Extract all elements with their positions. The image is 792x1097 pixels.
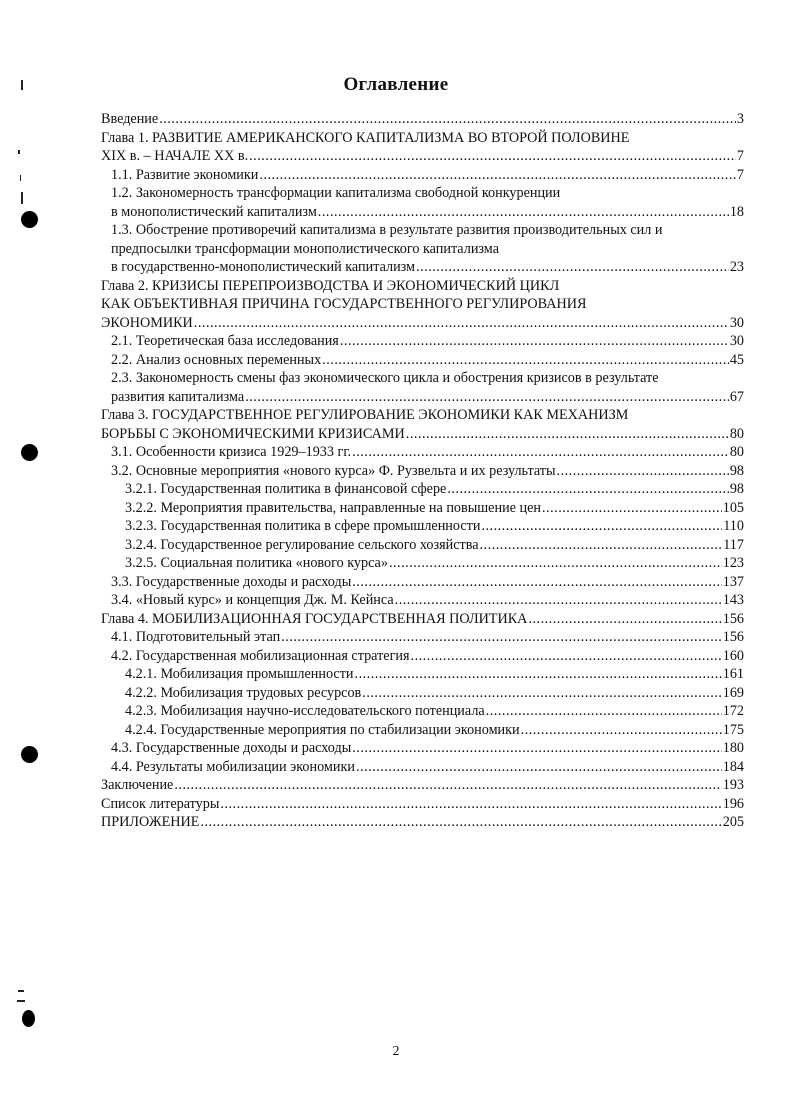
dot-leader [521,721,722,740]
toc-entry-label: 3.3. Государственные доходы и расходы [111,573,352,590]
scan-speck [20,175,21,181]
toc-entry-page-number: 193 [722,777,744,793]
toc-entry-label: 3.2.4. Государственное регулирование сельского хозяйства [125,536,479,553]
toc-entry-row [101,776,744,795]
toc-entry-row [101,610,744,629]
page-number: 2 [392,1044,400,1059]
toc-entry[interactable] [101,795,744,814]
toc-entry-page-number: 143 [722,592,744,608]
toc-entry[interactable] [101,221,744,277]
toc-entry[interactable] [101,351,744,370]
toc-entry[interactable] [101,480,744,499]
toc-entry-label: 2.1. Теоретическая база исследования [111,333,339,349]
toc-entry[interactable] [101,813,744,832]
toc-entry-label: Введение [101,111,159,127]
toc-entry-label: 3.2.3. Государственная политика в сфере промышленности [125,518,481,534]
toc-entry-row [101,813,744,832]
dot-leader [352,443,729,462]
toc-entry-row [125,554,744,573]
toc-entry-page-number: 105 [722,499,744,516]
toc-entry-label: Список литературы [101,795,220,812]
toc-entry-page-number: 137 [722,573,744,590]
dot-leader [528,610,721,629]
toc-entry-page-number: 156 [722,629,744,645]
toc-entry-label: ПРИЛОЖЕНИЕ [101,814,200,830]
dot-leader [220,795,721,814]
toc-entry[interactable] [101,684,744,703]
toc-entry-label: Заключение [101,777,174,793]
toc-entry-page-number: 30 [729,333,744,349]
toc-entry-heading-line: 1.2. Закономерность трансформации капитализма свободной конкуренции [111,185,561,201]
toc-entry[interactable] [101,499,744,518]
toc-entry-row [101,147,744,166]
toc-entry-page-number: 196 [722,795,744,812]
toc-entry[interactable] [101,702,744,721]
toc-entry[interactable] [101,110,744,129]
toc-entry[interactable] [101,369,744,406]
toc-entry-label: БОРЬБЫ С ЭКОНОМИЧЕСКИМИ КРИЗИСАМИ [101,425,405,442]
toc-entry-row [125,536,744,555]
toc-entry-label: 3.4. «Новый курс» и концепция Дж. М. Кейнса [111,592,394,608]
toc-entry[interactable] [101,462,744,481]
toc-entry-row [101,795,744,814]
toc-entry-row [111,573,744,592]
page-title: Оглавление [343,74,449,95]
toc-entry-page-number: 98 [729,481,744,497]
scan-speck [17,1000,25,1002]
toc-entry[interactable] [101,591,744,610]
toc-entry-label: 4.2.2. Мобилизация трудовых ресурсов [125,684,362,701]
scan-speck [18,150,20,154]
scan-speck [21,192,23,204]
toc-entry-row [111,462,744,481]
toc-entry-row [111,388,744,407]
toc-entry-page-number: 45 [729,351,744,368]
toc-entry-row [101,425,744,444]
toc-entry-label: 3.2. Основные мероприятия «нового курса» Ф. Рузвельта и их результаты [111,462,556,479]
toc-entry-page-number: 67 [729,388,744,405]
dot-leader [245,388,729,407]
toc-entry-page-number: 80 [729,425,744,442]
toc-entry-label: 3.2.2. Мероприятия правительства, направленные на повышение цен [125,499,541,516]
dot-leader [557,462,729,481]
toc-entry-label: 3.1. Особенности кризиса 1929–1933 гг. [111,444,352,460]
dot-leader [406,425,729,444]
toc-entry[interactable] [101,443,744,462]
toc-entry-row [111,332,744,351]
toc-entry[interactable] [101,129,744,166]
toc-entry-page-number: 18 [729,203,744,220]
toc-entry-label: XIX в. – НАЧАЛЕ XX в. [101,148,249,164]
toc-entry-label: ЭКОНОМИКИ [101,314,193,331]
toc-entry-page-number: 180 [722,740,744,756]
dot-leader [356,758,722,777]
dot-leader [340,332,729,351]
toc-entry[interactable] [101,406,744,443]
toc-entry-row [125,480,744,499]
toc-entry-label: 4.2.1. Мобилизация промышленности [125,666,354,682]
toc-entry-page-number: 110 [723,518,744,534]
toc-entry-page-number: 3 [736,111,744,127]
toc-entry-row [111,628,744,647]
toc-entry-label: 4.2. Государственная мобилизационная стратегия [111,647,410,664]
toc-entry-heading-line: Глава 1. РАЗВИТИЕ АМЕРИКАНСКОГО КАПИТАЛИЗМА ВО ВТОРОЙ ПОЛОВИНЕ [101,129,630,146]
toc-entry-row [111,591,744,610]
toc-entry-label: развития капитализма [111,388,245,405]
dot-leader [395,591,722,610]
toc-entry-page-number: 30 [729,314,744,331]
dot-leader [542,499,722,518]
scan-speck [18,990,24,992]
toc-entry-row [125,721,744,740]
toc-entry-heading-line: предпосылки трансформации монополистического капитализма [111,240,499,257]
toc-entry[interactable] [101,739,744,758]
toc-entry-row [101,110,744,129]
toc-entry-heading-line: Глава 3. ГОСУДАРСТВЕННОЕ РЕГУЛИРОВАНИЕ ЭКОНОМИКИ КАК МЕХАНИЗМ [101,407,629,423]
toc-entry-row [111,351,744,370]
toc-entry-page-number: 169 [722,684,744,701]
toc-entry-label: 3.2.1. Государственная политика в финансовой сфере [125,481,447,497]
dot-leader [249,147,736,166]
table-of-contents [101,110,744,832]
dot-leader [352,739,721,758]
toc-entry-page-number: 175 [722,721,744,738]
binder-hole [21,746,38,763]
toc-entry[interactable] [101,166,744,185]
dot-leader [362,684,721,703]
toc-entry-row [125,702,744,721]
dot-leader [416,258,729,277]
toc-entry-row [101,314,744,333]
toc-entry-row [125,665,744,684]
toc-entry-heading-line: Глава 2. КРИЗИСЫ ПЕРЕПРОИЗВОДСТВА И ЭКОНОМИЧЕСКИЙ ЦИКЛ [101,277,560,294]
toc-entry[interactable] [101,721,744,740]
toc-entry[interactable] [101,776,744,795]
toc-entry-label: 4.3. Государственные доходы и расходы [111,740,352,756]
toc-entry-label: Глава 4. МОБИЛИЗАЦИОННАЯ ГОСУДАРСТВЕННАЯ ПОЛИТИКА [101,610,528,627]
toc-entry-page-number: 23 [729,259,744,275]
toc-entry-label: 4.1. Подготовительный этап [111,629,281,645]
toc-entry-page-number: 117 [723,536,744,553]
toc-entry-row [111,258,744,277]
toc-entry[interactable] [101,277,744,333]
toc-entry-row [111,758,744,777]
toc-entry-page-number: 205 [722,814,744,830]
toc-entry[interactable] [101,184,744,221]
toc-entry-page-number: 80 [729,444,744,460]
toc-entry-heading-line: КАК ОБЪЕКТИВНАЯ ПРИЧИНА ГОСУДАРСТВЕННОГО РЕГУЛИРОВАНИЯ [101,296,587,312]
binder-hole [21,444,38,461]
toc-entry[interactable] [101,332,744,351]
toc-entry[interactable] [101,536,744,555]
toc-entry-label: в государственно-монополистический капитализм [111,259,416,275]
toc-entry-row [125,684,744,703]
toc-entry[interactable] [101,554,744,573]
toc-entry[interactable] [101,758,744,777]
toc-entry[interactable] [101,665,744,684]
toc-entry[interactable] [101,628,744,647]
dot-leader [281,628,721,647]
toc-entry-row [111,739,744,758]
toc-entry-row [111,166,744,185]
toc-entry-label: 3.2.5. Социальная политика «нового курса» [125,555,388,571]
toc-entry-row [111,647,744,666]
toc-entry-page-number: 156 [722,610,744,627]
toc-entry-label: 4.4. Результаты мобилизации экономики [111,758,355,775]
toc-entry-page-number: 98 [729,462,744,479]
toc-entry-page-number: 7 [736,166,744,183]
toc-entry-page-number: 123 [722,555,744,571]
toc-entry[interactable] [101,647,744,666]
toc-entry-label: 2.2. Анализ основных переменных [111,351,322,368]
dot-leader [259,166,736,185]
binder-hole [22,1010,35,1027]
dot-leader [480,536,723,555]
toc-entry[interactable] [101,573,744,592]
toc-entry-row [125,499,744,518]
toc-entry-page-number: 161 [722,666,744,682]
toc-entry-heading-line: 1.3. Обострение противоречий капитализма в результате развития производительных сил и [111,222,663,238]
toc-entry-page-number: 184 [722,758,744,775]
toc-entry[interactable] [101,610,744,629]
toc-entry-page-number: 172 [722,703,744,719]
dot-leader [389,554,722,573]
toc-entry-page-number: 7 [736,148,744,164]
dot-leader [194,314,729,333]
toc-entry-label: 4.2.3. Мобилизация научно-исследовательского потенциала [125,703,485,719]
binder-hole [21,211,38,228]
dot-leader [318,203,729,222]
dot-leader [447,480,728,499]
dot-leader [352,573,721,592]
dot-leader [200,813,721,832]
toc-entry-label: 1.1. Развитие экономики [111,166,259,183]
toc-entry-row [111,203,744,222]
toc-entry[interactable] [101,517,744,536]
toc-entry-page-number: 160 [722,647,744,664]
toc-entry-row [111,443,744,462]
toc-entry-label: 4.2.4. Государственные мероприятия по стабилизации экономики [125,721,520,738]
toc-entry-row [125,517,744,536]
dot-leader [174,776,721,795]
dot-leader [159,110,736,129]
dot-leader [355,665,722,684]
dot-leader [322,351,729,370]
dot-leader [481,517,722,536]
dot-leader [411,647,722,666]
dot-leader [486,702,722,721]
toc-entry-label: в монополистический капитализм [111,203,317,220]
toc-entry-heading-line: 2.3. Закономерность смены фаз экономического цикла и обострения кризисов в результате [111,370,659,386]
